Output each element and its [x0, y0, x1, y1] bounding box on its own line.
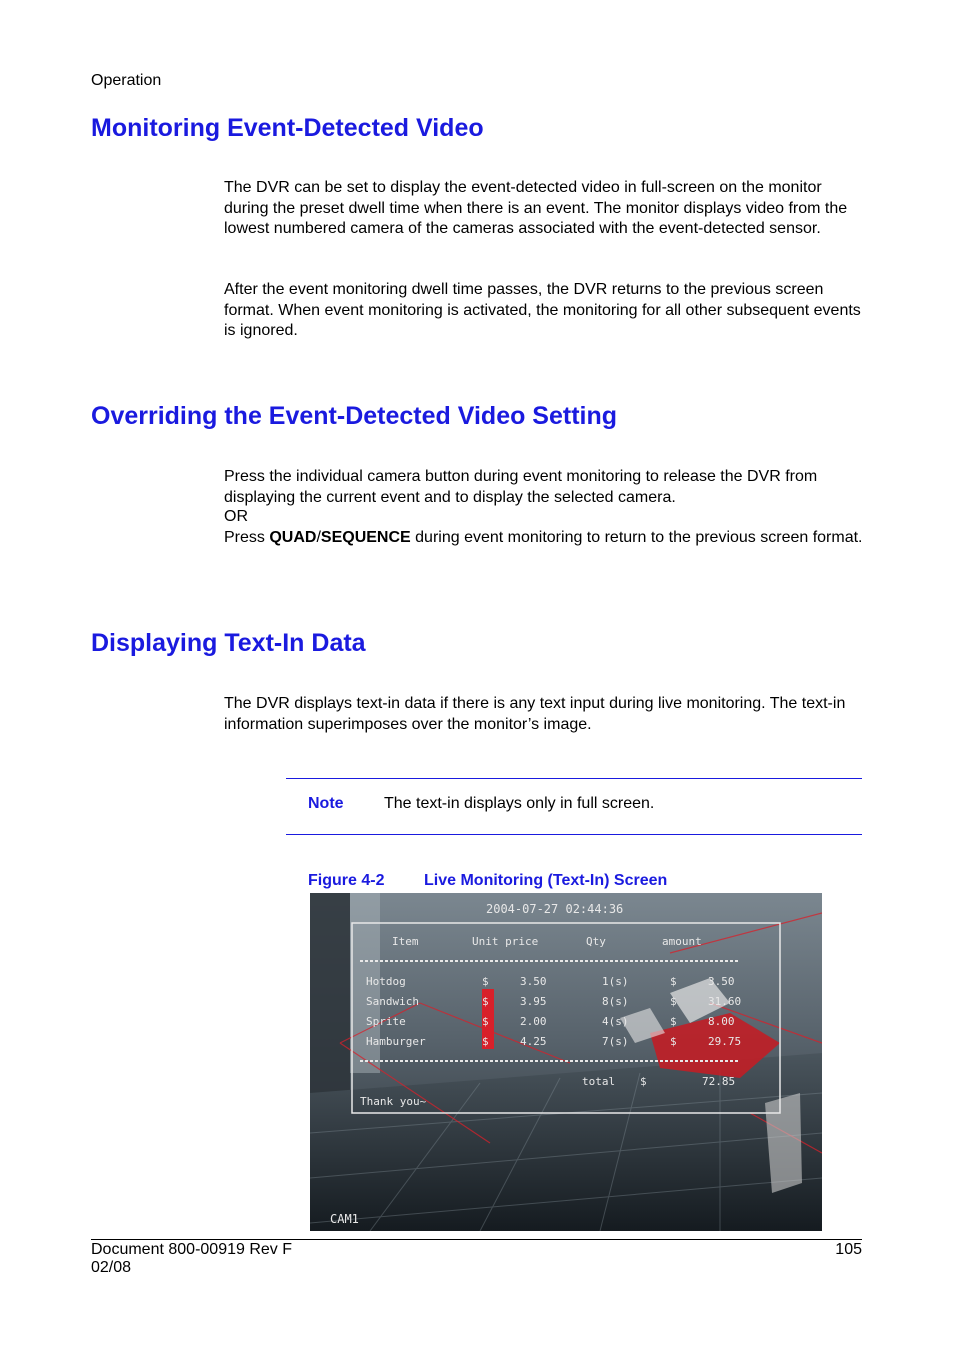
- overlay-col-amount: amount: [662, 935, 702, 948]
- overlay-col-qty: Qty: [586, 935, 606, 948]
- footer-document: Document 800-00919 Rev F: [91, 1241, 292, 1258]
- paragraph: The DVR can be set to display the event-detected video in full-screen on the monitor during the preset dwell time when there is an event. The monitor displays video from the lowest numbered camera of the cameras associated with the event-detected sensor.: [224, 179, 848, 237]
- or-text: OR: [224, 508, 248, 525]
- overlay-row-item: Sprite: [366, 1015, 406, 1028]
- overlay-row-currency: $: [482, 975, 489, 988]
- overlay-row-amount: 31.60: [708, 995, 742, 1008]
- overlay-col-item: Item: [392, 935, 419, 948]
- overlay-row-amount: 29.75: [708, 1035, 742, 1048]
- section-title-monitoring: Monitoring Event-Detected Video: [91, 114, 484, 142]
- overlay-row-currency: $: [670, 995, 677, 1008]
- overlay-row-currency: $: [482, 1035, 489, 1048]
- overlay-row-qty: 7(s): [602, 1035, 629, 1048]
- overlay-row-qty: 4(s): [602, 1015, 629, 1028]
- paragraph: The DVR displays text-in data if there is any text input during live monitoring. The text-in information superimposes over the monitor’s image.: [224, 695, 846, 733]
- note-text: The text-in displays only in full screen.: [384, 795, 655, 812]
- note-label: Note: [308, 795, 344, 812]
- overlay-row-currency: $: [670, 975, 677, 988]
- overlay-total-label: total: [582, 1075, 616, 1088]
- footer-document-info: [91, 1241, 292, 1277]
- paragraph: Press the individual camera button during event monitoring to release the DVR from displaying the current event and to display the selected camera.: [224, 468, 818, 506]
- key-quad: QUAD: [269, 529, 317, 546]
- overlay-camera-label: CAM1: [330, 1212, 359, 1226]
- overlay-row-qty: 1(s): [602, 975, 629, 988]
- dvr-live-screen: [310, 893, 822, 1231]
- text-fragment: during event monitoring to return to the previous screen format.: [410, 529, 863, 546]
- overlay-timestamp: 2004-07-27 02:44:36: [486, 902, 624, 916]
- figure-number: Figure 4-2: [308, 872, 385, 889]
- key-sequence: SEQUENCE: [320, 529, 411, 546]
- overlay-total-value: 72.85: [702, 1075, 736, 1088]
- figure-title: Live Monitoring (Text-In) Screen: [424, 872, 668, 889]
- text-fragment: Press: [224, 529, 270, 546]
- overlay-row-currency: $: [670, 1015, 677, 1028]
- paragraph-press-quad: [224, 528, 864, 549]
- paragraph: After the event monitoring dwell time passes, the DVR returns to the previous screen format. When event monitoring is activated, the monitoring for all other subsequent events is ignored.: [224, 281, 861, 339]
- footer-rule: [91, 1239, 862, 1240]
- overlay-row-price: 4.25: [520, 1035, 547, 1048]
- overlay-row-item: Hamburger: [366, 1035, 426, 1048]
- overlay-footer-text: Thank you~: [360, 1095, 427, 1108]
- text-fragment: /: [316, 529, 321, 546]
- overlay-col-unit-price: Unit price: [472, 935, 539, 948]
- overlay-row-currency: $: [482, 995, 489, 1008]
- overlay-total-currency: $: [640, 1075, 647, 1088]
- running-header: Operation: [91, 72, 162, 89]
- section-title-overriding: Overriding the Event-Detected Video Setting: [91, 402, 618, 430]
- overlay-row-price: 3.95: [520, 995, 547, 1008]
- overlay-row-amount: 3.50: [708, 975, 735, 988]
- overlay-row-price: 2.00: [520, 1015, 547, 1028]
- overlay-row-item: Hotdog: [366, 975, 406, 988]
- footer-date: 02/08: [91, 1259, 132, 1276]
- page-number: 105: [835, 1241, 862, 1258]
- section-title-text-in: Displaying Text-In Data: [91, 629, 366, 657]
- overlay-row-item: Sandwich: [366, 995, 419, 1008]
- overlay-row-currency: $: [670, 1035, 677, 1048]
- overlay-row-price: 3.50: [520, 975, 547, 988]
- overlay-row-currency: $: [482, 1015, 489, 1028]
- note-bottom-rule: [286, 834, 862, 835]
- note-top-rule: [286, 778, 862, 779]
- overlay-row-qty: 8(s): [602, 995, 629, 1008]
- overlay-row-amount: 8.00: [708, 1015, 735, 1028]
